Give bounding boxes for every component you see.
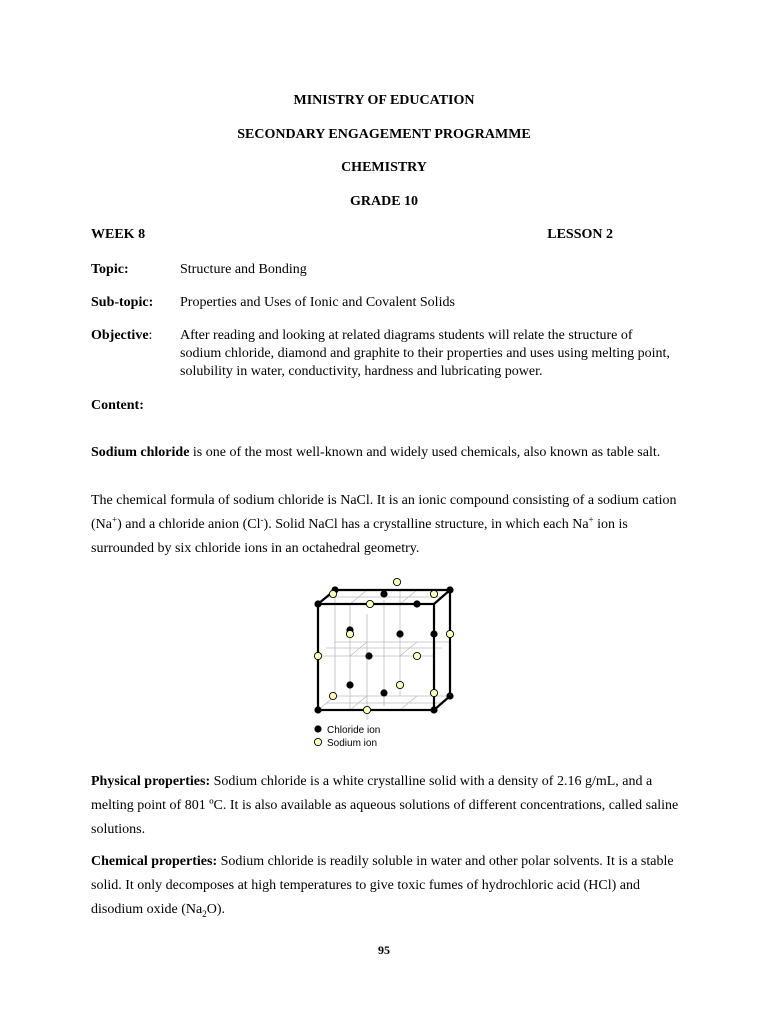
charge-plus-1: + xyxy=(112,514,118,525)
chemical-properties-text-a: Sodium chloride is readily soluble in water and other polar solvents. It is a stable solid. It only decomposes at high temperatures to give toxic fumes of hydrochloric acid (HCl) and disodium oxide (Na xyxy=(91,854,674,917)
intro-text: is one of the most well-known and widely used chemicals, also known as table salt. xyxy=(189,445,661,460)
formula-text-d: ion is surrounded by six chloride ions in an octahedral geometry. xyxy=(91,517,628,556)
content-label: Content: xyxy=(91,398,144,413)
objective-label: Objective: xyxy=(91,328,153,343)
sodium-chloride-term: Sodium chloride xyxy=(91,445,190,460)
topic-row xyxy=(91,261,671,279)
nacl-lattice-diagram xyxy=(300,572,475,752)
lattice-grid-lines xyxy=(318,590,450,720)
charge-minus: - xyxy=(260,514,264,525)
topic-label: Topic: xyxy=(91,262,129,277)
formula-text-c: ). Solid NaCl has a crystalline structure, in which each Na xyxy=(263,517,589,532)
subtopic-label: Sub-topic: xyxy=(91,295,154,310)
chloride-legend-marker xyxy=(314,725,321,732)
subject-heading: CHEMISTRY xyxy=(341,160,427,175)
formula-text-a: The chemical formula of sodium chloride is NaCl. It is an ionic compound consisting of a sodium cation (Na xyxy=(91,493,677,532)
topic-value: Structure and Bonding xyxy=(180,262,307,277)
physical-properties-text: Sodium chloride is a white crystalline solid with a density of 2.16 g/mL, and a melting point of 801 ºC. It is also available as aqueous solutions of different concentrations, called saline solutions. xyxy=(91,774,679,837)
ministry-heading: MINISTRY OF EDUCATION xyxy=(293,93,475,108)
week-lesson-row xyxy=(91,227,613,243)
sodium-chloride-intro xyxy=(91,441,681,465)
objective-value: After reading and looking at related diagrams students will relate the structure of sodium chloride, diamond and graphite to their properties and uses using melting point, solubility in water, conductivity, hardness and lubricating power. xyxy=(180,328,670,379)
physical-properties-label: Physical properties: xyxy=(91,774,211,789)
sodium-legend-marker xyxy=(314,738,321,745)
chemical-properties-paragraph xyxy=(91,850,681,922)
chemical-properties-label: Chemical properties: xyxy=(91,854,218,869)
sodium-legend-text: Sodium ion xyxy=(327,738,378,749)
grade-heading: GRADE 10 xyxy=(349,194,419,209)
page-number: 95 xyxy=(378,943,390,957)
subscript-two: 2 xyxy=(202,908,207,919)
lesson-label: LESSON 2 xyxy=(547,227,613,242)
charge-plus-2: + xyxy=(588,514,594,525)
subtopic-value: Properties and Uses of Ionic and Covalent Solids xyxy=(180,295,455,310)
diagram-legend xyxy=(314,725,380,749)
chemical-properties-text-b: O). xyxy=(206,902,225,917)
programme-heading: SECONDARY ENGAGEMENT PROGRAMME xyxy=(237,127,531,142)
chloride-legend-text: Chloride ion xyxy=(327,725,381,736)
formula-text-b: ) and a chloride anion (Cl xyxy=(117,517,261,532)
objective-row xyxy=(91,327,671,383)
physical-properties-paragraph xyxy=(91,770,681,842)
content-row xyxy=(91,397,671,415)
week-label: WEEK 8 xyxy=(91,227,146,242)
subtopic-row xyxy=(91,294,671,312)
formula-paragraph xyxy=(91,489,681,561)
